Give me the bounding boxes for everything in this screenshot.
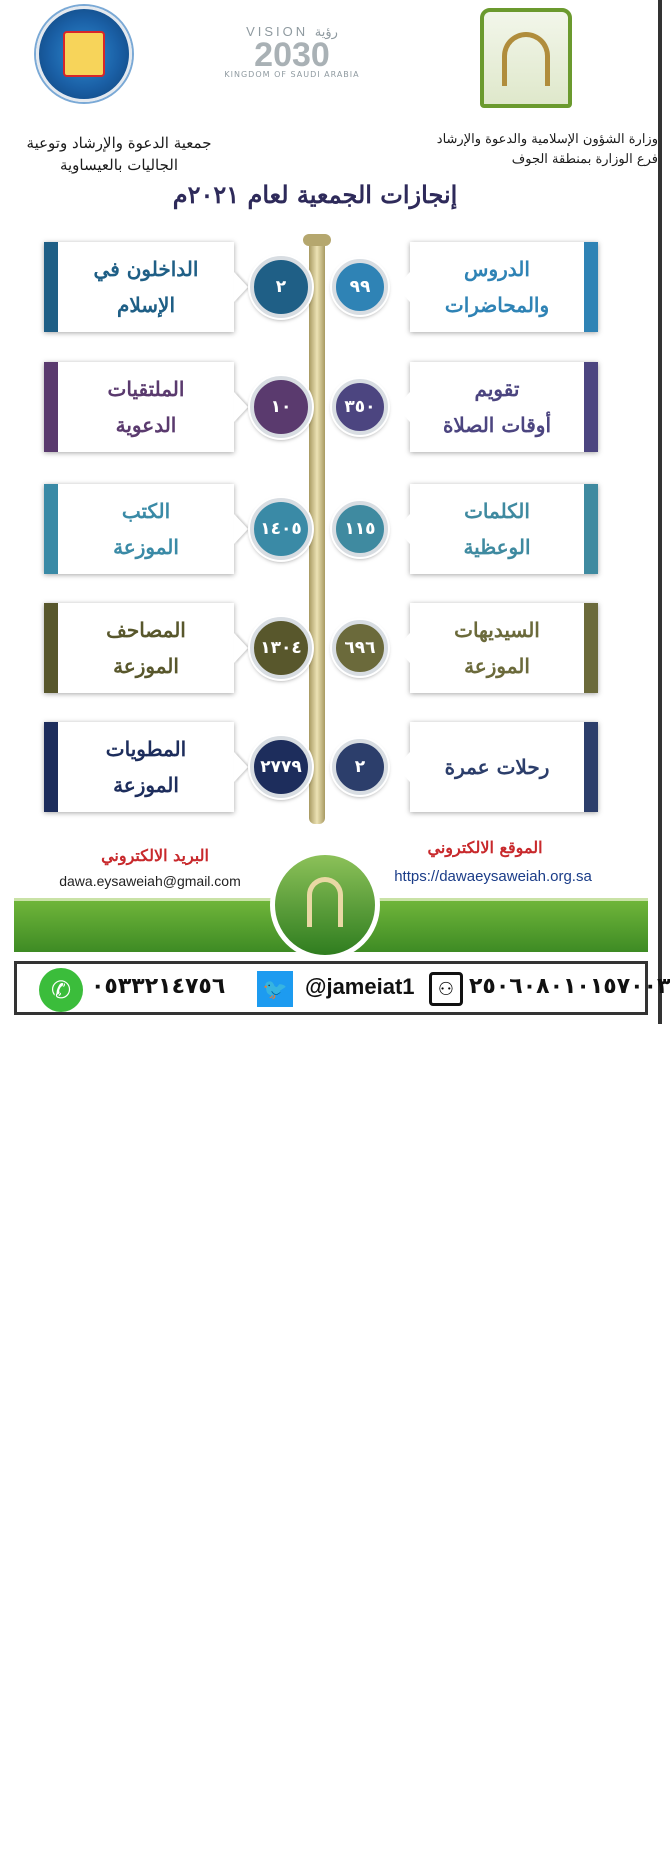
- achievement-card-left-3: [44, 484, 234, 574]
- achievement-count-right-1: ٩٩: [332, 259, 388, 315]
- achievement-label-line1: تقويم: [474, 377, 520, 401]
- whatsapp-number[interactable]: ٠٥٣٣٢١٤٧٥٦: [91, 974, 226, 999]
- achievement-label-line1: الدروس: [464, 257, 530, 281]
- achievement-label-line2: الموزعة: [113, 773, 179, 797]
- achievement-label-line2: الموزعة: [113, 654, 179, 678]
- achievement-label-line2: الإسلام: [116, 293, 176, 317]
- achievement-count-left-2: ١٠: [250, 376, 312, 438]
- achievement-count-right-2: ٣٥٠: [332, 379, 388, 435]
- achievement-count-left-4: ١٣٠٤: [250, 617, 312, 679]
- achievement-count-left-5: ٢٧٧٩: [250, 736, 312, 798]
- achievement-card-right-5: [410, 722, 598, 812]
- achievement-label-line2: الدعوية: [115, 413, 177, 437]
- achievement-card-right-4: [410, 603, 598, 693]
- achievement-count-left-3: ١٤٠٥: [250, 498, 312, 560]
- website-label: الموقع الالكتروني: [427, 838, 543, 857]
- achievement-label-line1: المصاحف: [106, 618, 186, 642]
- achievement-label-line1: السيديهات: [454, 618, 540, 642]
- twitter-icon[interactable]: 🐦: [257, 971, 293, 1007]
- achievement-label-line2: والمحاضرات: [444, 293, 550, 317]
- achievement-card-right-3: [410, 484, 598, 574]
- achievement-label-line1: رحلات عمرة: [444, 755, 550, 779]
- twitter-handle[interactable]: @jameiat1: [305, 974, 415, 999]
- ministry-banner-text: وزارة الشؤون الاسلامية والدعوة والارشاد MINISTRY OF ISLAMIC AFFAIRS DAWAH AND GUIDANCE: [405, 1822, 648, 1859]
- registration-icon: ⚇: [429, 972, 463, 1006]
- achievement-card-right-1: [410, 242, 598, 332]
- association-name: جمعية الدعوة والإرشاد وتوعية الجاليات بالعيساوية: [26, 134, 212, 174]
- achievement-label-line1: الملتقيات: [107, 377, 185, 401]
- achievement-label-line2: الوعظية: [463, 535, 531, 559]
- email-label: البريد الالكتروني: [101, 846, 209, 865]
- page-title: إنجازات الجمعية لعام ٢٠٢١م: [172, 180, 458, 209]
- achievement-label-line2: الموزعة: [464, 654, 530, 678]
- association-logo: [36, 6, 132, 102]
- achievement-label-line2: أوقات الصلاة: [442, 413, 552, 437]
- email-link[interactable]: dawa.eysaweiah@gmail.com: [59, 873, 241, 889]
- website-link[interactable]: https://dawaeysaweiah.org.sa: [394, 868, 592, 885]
- achievement-label-line1: الكتب: [121, 499, 171, 523]
- moia-logo: [270, 850, 380, 960]
- achievement-card-right-2: [410, 362, 598, 452]
- achievement-card-left-5: [44, 722, 234, 812]
- achievement-card-left-1: [44, 242, 234, 332]
- achievement-count-right-5: ٢: [332, 739, 388, 795]
- achievement-label-line1: المطويات: [105, 737, 187, 761]
- achievement-label-line2: الموزعة: [113, 535, 179, 559]
- achievement-card-left-4: [44, 603, 234, 693]
- ministry-branch: وزارة الشؤون الإسلامية والدعوة والإرشاد فرع الوزارة بمنطقة الجوف: [436, 132, 658, 167]
- social-info: ⊙ ◉ ◎ SAUDI_MOIA WWW.MOIA.GOV.SA: [54, 1818, 151, 1843]
- whatsapp-icon[interactable]: ✆: [39, 968, 83, 1012]
- vision-2030-logo: VISION رؤية 2030 KINGDOM OF SAUDI ARABIA: [224, 24, 360, 79]
- registration-number: ٢٥٠٦٠٨٠١٠١٥٧٠٠٣: [469, 974, 670, 999]
- contact-bar: [14, 961, 670, 1015]
- ministry-logo: [480, 8, 572, 108]
- achievement-count-left-1: ٢: [250, 256, 312, 318]
- achievement-card-left-2: [44, 362, 234, 452]
- achievement-count-right-3: ١١٥: [332, 501, 388, 557]
- achievement-label-line1: الداخلون في: [93, 257, 199, 281]
- achievement-count-right-4: ٦٩٦: [332, 620, 388, 676]
- achievement-label-line1: الكلمات: [464, 499, 530, 523]
